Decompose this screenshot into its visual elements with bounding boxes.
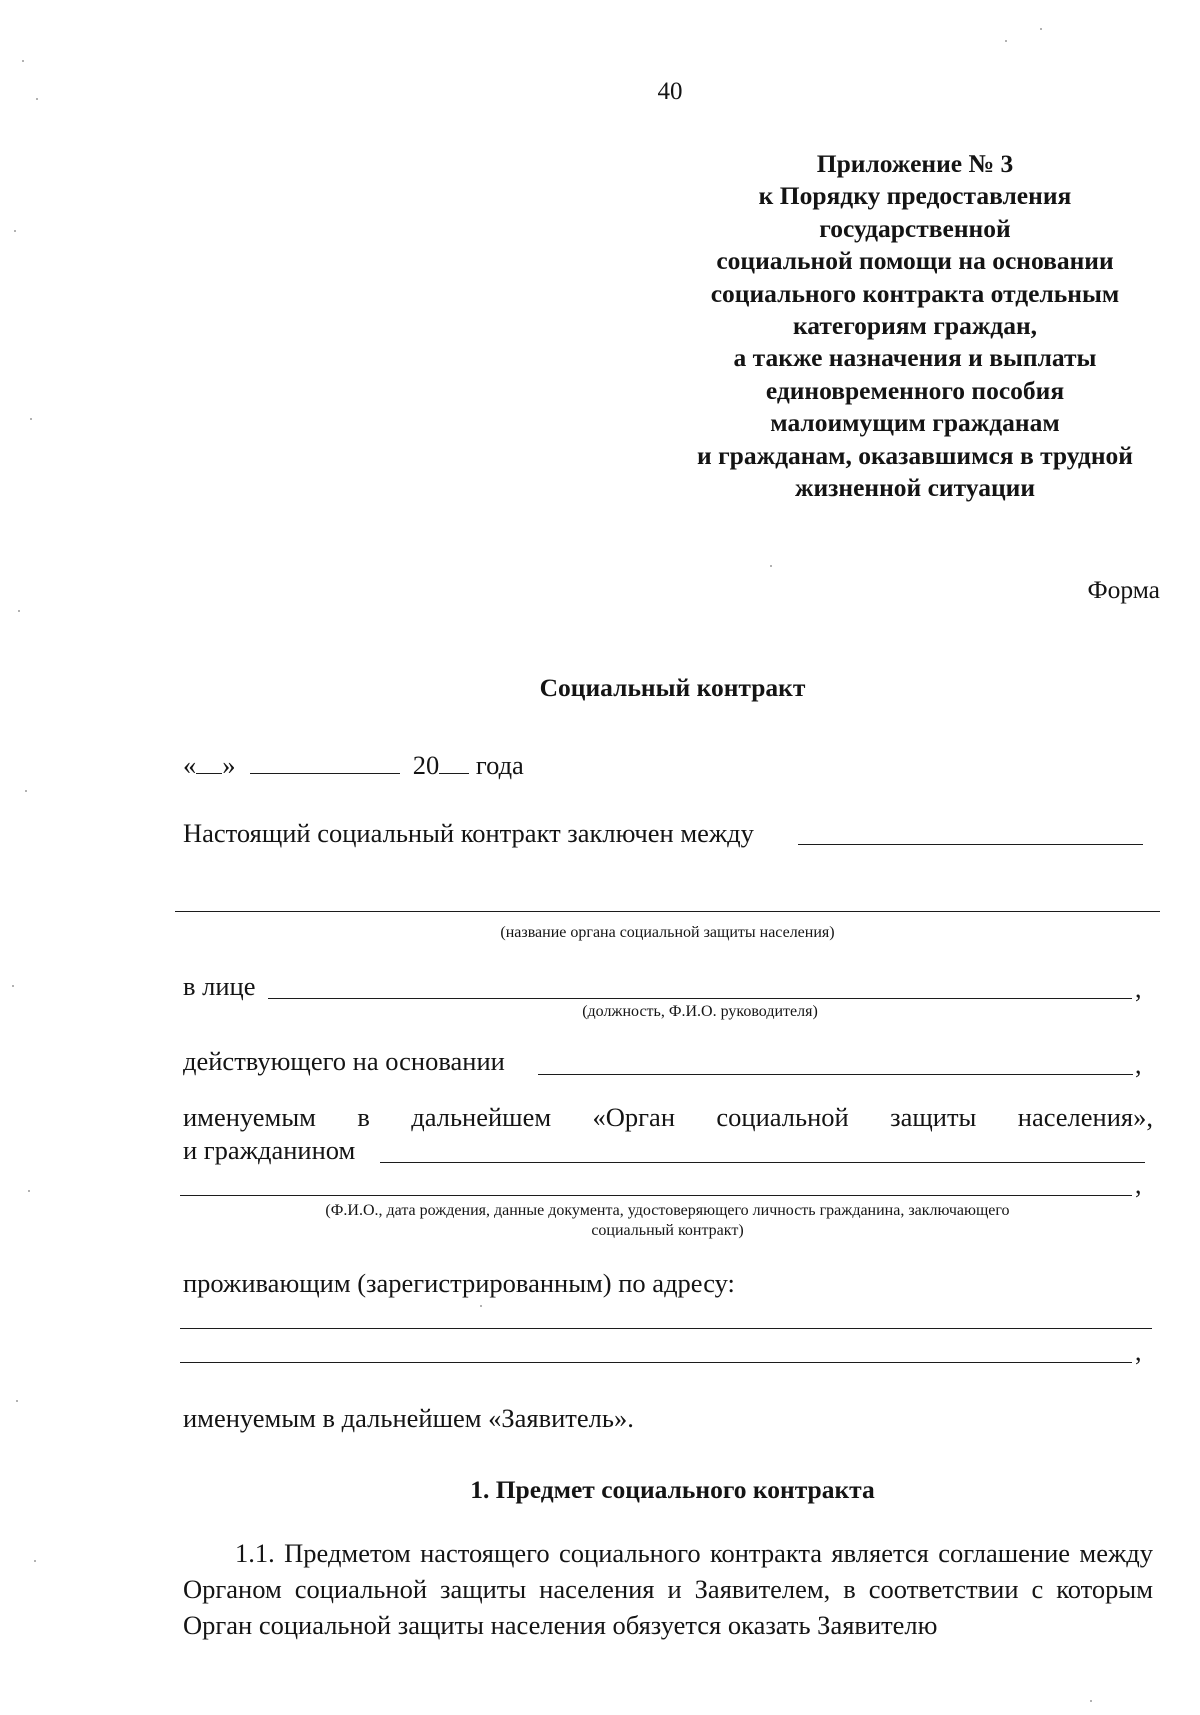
contract-date-line bbox=[183, 750, 524, 781]
year-suffix: года bbox=[475, 750, 524, 780]
basis-blank[interactable] bbox=[538, 1074, 1133, 1075]
scan-speck bbox=[1090, 1700, 1092, 1702]
year-blank[interactable] bbox=[439, 751, 469, 774]
in-face-text: в лице bbox=[183, 971, 256, 1001]
appendix-line: государственной bbox=[819, 213, 1011, 243]
appendix-line: единовременного пособия bbox=[765, 375, 1065, 405]
appendix-line: и гражданам, оказавшимся в трудной bbox=[697, 440, 1133, 470]
basis-text: действующего на основании bbox=[183, 1046, 505, 1076]
comma: , bbox=[1135, 1337, 1142, 1366]
scan-speck bbox=[1005, 40, 1007, 42]
citizen-caption bbox=[175, 1201, 1160, 1241]
named-word: защиты bbox=[890, 1102, 977, 1132]
form-label: Форма bbox=[1087, 575, 1160, 604]
agency-blank-2[interactable] bbox=[175, 911, 1160, 912]
scan-speck bbox=[480, 1305, 482, 1307]
address-text: проживающим (зарегистрированным) по адресу: bbox=[183, 1268, 735, 1298]
day-blank[interactable] bbox=[196, 751, 222, 774]
document-title: Социальный контракт bbox=[539, 673, 806, 702]
appendix-header bbox=[620, 148, 1200, 504]
scan-speck bbox=[25, 790, 27, 792]
scan-speck bbox=[34, 1560, 36, 1562]
comma: , bbox=[1135, 1170, 1142, 1199]
date-open-quote: « bbox=[183, 750, 197, 780]
head-caption: (должность, Ф.И.О. руководителя) bbox=[582, 1003, 818, 1020]
address-blank-2[interactable] bbox=[180, 1362, 1132, 1363]
address-blank-1[interactable] bbox=[180, 1328, 1152, 1329]
citizen-text: и гражданином bbox=[183, 1135, 356, 1165]
contract-between-text: Настоящий социальный контракт заключен между bbox=[183, 818, 754, 848]
scan-speck bbox=[770, 565, 772, 567]
date-close-quote: » bbox=[222, 750, 236, 780]
comma: , bbox=[1135, 1050, 1142, 1079]
appendix-line: к Порядку предоставления bbox=[758, 181, 1072, 211]
scan-speck bbox=[12, 985, 14, 987]
scan-speck bbox=[16, 1400, 18, 1402]
appendix-line: социального контракта отдельным bbox=[710, 278, 1120, 308]
named-word: именуемым bbox=[183, 1102, 316, 1132]
scan-speck bbox=[30, 418, 32, 420]
appendix-line: жизненной ситуации bbox=[794, 473, 1036, 503]
page-number: 40 bbox=[657, 78, 683, 105]
named-word: населения», bbox=[1017, 1102, 1153, 1132]
named-word: дальнейшем bbox=[411, 1102, 552, 1132]
scan-speck bbox=[22, 60, 24, 62]
appendix-line: социальной помощи на основании bbox=[716, 246, 1114, 276]
agency-caption: (название органа социальной защиты населения) bbox=[500, 924, 835, 941]
head-blank[interactable] bbox=[268, 998, 1132, 999]
scan-speck bbox=[18, 610, 20, 612]
month-blank[interactable] bbox=[250, 751, 400, 774]
scan-speck bbox=[14, 230, 16, 232]
appendix-line: а также назначения и выплаты bbox=[733, 343, 1097, 373]
citizen-caption-line-1: (Ф.И.О., дата рождения, данные документа, удостоверяющего личность гражданина, заключающего bbox=[325, 1202, 1010, 1219]
section-paragraph: 1.1. Предметом настоящего социального контракта является соглашение между Органом социальной защиты населения и Заявителем, в соответствии с которым Орган социальной защиты населения обязуется оказать Заявителю bbox=[183, 1538, 1153, 1640]
agency-blank-1[interactable] bbox=[798, 844, 1143, 845]
named-agency-line bbox=[183, 1102, 1153, 1133]
comma: , bbox=[1135, 974, 1142, 1003]
named-word: социальной bbox=[716, 1102, 849, 1132]
citizen-blank-1[interactable] bbox=[380, 1162, 1145, 1163]
applicant-text: именуемым в дальнейшем «Заявитель». bbox=[183, 1403, 634, 1433]
citizen-caption-line-2: социальный контракт) bbox=[591, 1222, 744, 1239]
appendix-line: категориям граждан, bbox=[792, 311, 1038, 341]
section-title: 1. Предмет социального контракта bbox=[470, 1475, 875, 1504]
citizen-blank-2[interactable] bbox=[180, 1195, 1132, 1196]
appendix-line: Приложение № 3 bbox=[816, 149, 1014, 178]
scan-speck bbox=[36, 98, 38, 100]
appendix-line: малоимущим гражданам bbox=[770, 408, 1060, 438]
named-word: «Орган bbox=[592, 1102, 675, 1132]
scan-speck bbox=[28, 1190, 30, 1192]
year-prefix: 20 bbox=[412, 750, 440, 780]
named-word: в bbox=[357, 1102, 370, 1132]
scan-speck bbox=[1040, 28, 1042, 30]
